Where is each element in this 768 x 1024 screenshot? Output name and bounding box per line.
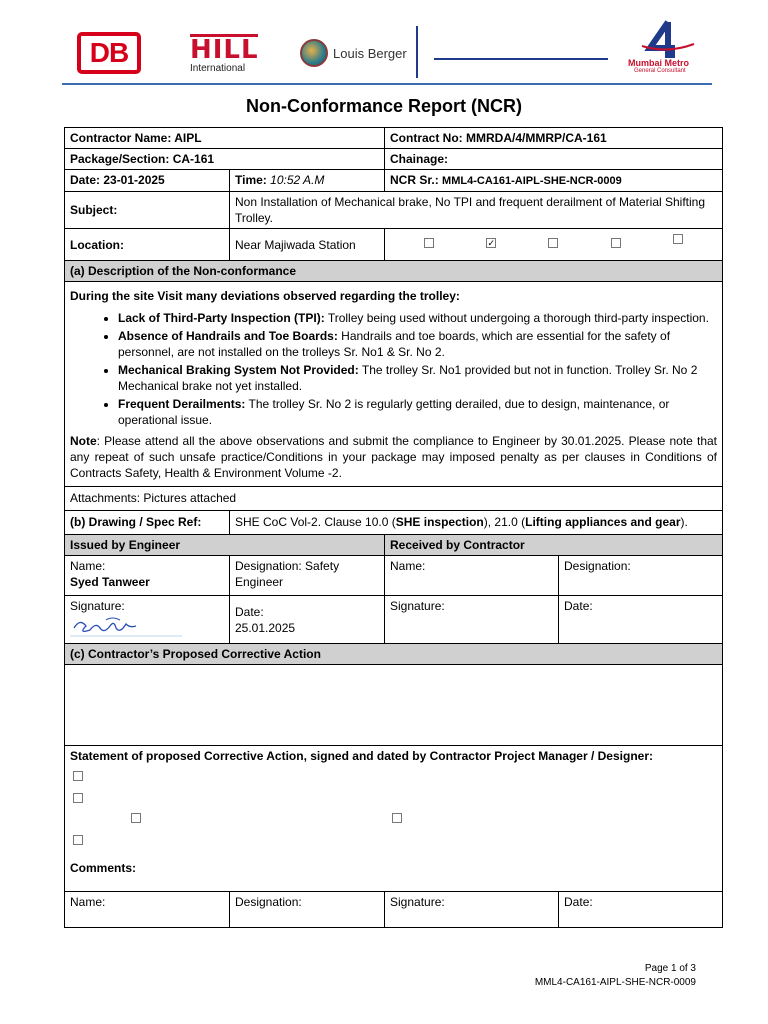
metro-4-icon <box>622 18 702 58</box>
ncr-serial <box>385 170 723 192</box>
report-time <box>230 170 385 192</box>
globe-icon <box>300 39 328 67</box>
comments-label: Comments: <box>70 860 137 875</box>
intro-text: During the site Visit many deviations observed regarding the trolley: <box>70 289 460 303</box>
hill-logo-word: HILL <box>190 35 259 65</box>
deviation-item: • Absence of Handrails and Toe Boards: Handrails and toe boards, which are essential for the safety of personnel, are not installed on the trolleys Sr. No1 & Sr. No 2. <box>118 328 717 361</box>
checkbox[interactable] <box>131 813 141 823</box>
checkbox[interactable] <box>73 835 83 845</box>
contractor-date-field[interactable]: Date: <box>559 891 723 927</box>
header-rule <box>62 83 712 85</box>
location-value: Near Majiwada Station <box>230 229 385 261</box>
checkbox[interactable] <box>424 238 434 248</box>
contractor-name: Contractor Name: AIPL <box>65 128 385 149</box>
checkbox[interactable] <box>611 238 621 248</box>
location-label: Location: <box>65 229 230 261</box>
header-line <box>434 58 608 60</box>
handwritten-signature <box>70 614 182 640</box>
receiver-designation: Designation: <box>559 555 723 595</box>
package-section: Package/Section: CA-161 <box>65 149 385 170</box>
issuer-signature: Signature: <box>65 595 230 643</box>
issuer-designation: Designation: Safety Engineer <box>230 555 385 595</box>
page-number: Page 1 of 3 <box>644 963 696 974</box>
ncr-label: NCR Sr.: <box>390 173 439 187</box>
drawing-spec-ref: SHE CoC Vol-2. Clause 10.0 (SHE inspection), 21.0 (Lifting appliances and gear). <box>230 510 723 534</box>
time-value: 10:52 A.M <box>270 173 325 187</box>
page-title: Non-Conformance Report (NCR) <box>246 96 522 116</box>
section-c-heading: (c) Contractor’s Proposed Corrective Action <box>65 643 723 664</box>
receiver-signature: Signature: <box>385 595 559 643</box>
statement-block <box>65 745 723 891</box>
note-label: Note <box>70 433 97 448</box>
receiver-date: Date: <box>559 595 723 643</box>
ncr-value: MML4-CA161-AIPL-SHE-NCR-0009 <box>442 175 622 187</box>
issued-by-heading: Issued by Engineer <box>65 534 385 555</box>
mumbai-metro-text: Mumbai Metro <box>628 58 690 68</box>
attachments: Attachments: Pictures attached <box>65 486 723 510</box>
document-number: MML4-CA161-AIPL-SHE-NCR-0009 <box>534 977 696 988</box>
time-label: Time: <box>235 173 267 187</box>
general-consultant-text: General Consultant <box>634 68 686 74</box>
page-footer <box>535 962 696 990</box>
checkbox-checked[interactable]: ✓ <box>487 238 496 248</box>
contract-no: Contract No: MMRDA/4/MMRP/CA-161 <box>385 128 723 149</box>
report-date: Date: 23-01-2025 <box>65 170 230 192</box>
corrective-action-box[interactable] <box>65 664 723 745</box>
mumbai-metro-logo <box>622 22 702 82</box>
chainage: Chainage: <box>385 149 723 170</box>
location-checkboxes <box>385 229 723 261</box>
hill-logo-sub: International <box>190 63 246 74</box>
deviation-item: • Lack of Third-Party Inspection (TPI): Trolley being used without undergoing a thorough third-party inspection. <box>118 310 717 327</box>
deviation-list <box>118 310 717 429</box>
checkbox[interactable] <box>73 793 83 803</box>
section-a-heading: (a) Description of the Non-conformance <box>65 261 723 282</box>
drawing-spec-label: (b) Drawing / Spec Ref: <box>65 510 230 534</box>
checkbox[interactable] <box>392 813 402 823</box>
louis-berger-logo <box>300 38 407 68</box>
header-divider <box>416 26 418 78</box>
issue-date: Date: 25.01.2025 <box>230 595 385 643</box>
deviation-item: • Mechanical Braking System Not Provided: The trolley Sr. No1 provided but not in function. Trolley Sr. No 2 Mechanical brake not yet installed. <box>118 362 717 395</box>
contractor-name-field[interactable]: Name: <box>65 891 230 927</box>
subject-value: Non Installation of Mechanical brake, No TPI and frequent derailment of Material Shifting Trolley. <box>230 192 723 229</box>
issuer-name: Name: Syed Tanweer <box>65 555 230 595</box>
db-logo: DB <box>77 32 141 74</box>
louis-berger-text: Louis Berger <box>333 45 407 61</box>
note-text <box>70 433 717 481</box>
receiver-name: Name: <box>385 555 559 595</box>
contractor-designation-field[interactable]: Designation: <box>230 891 385 927</box>
deviation-item: • Frequent Derailments: The trolley Sr. No 2 is regularly getting derailed, due to design, maintenance, or operational issue. <box>118 396 717 429</box>
checkbox[interactable] <box>673 234 683 244</box>
ncr-form <box>64 127 723 928</box>
checkbox[interactable] <box>73 771 83 781</box>
letterhead <box>62 22 712 84</box>
statement-text: Statement of proposed Corrective Action, signed and dated by Contractor Project Manager / Designer: <box>70 748 653 763</box>
received-by-heading: Received by Contractor <box>385 534 723 555</box>
subject-label: Subject: <box>65 192 230 229</box>
checkbox[interactable] <box>548 238 558 248</box>
hill-international-logo <box>190 34 258 74</box>
contractor-signature-field[interactable]: Signature: <box>385 891 559 927</box>
nonconformance-description <box>65 282 723 487</box>
note-body: : Please attend all the above observations and submit the compliance to Engineer by 30.01.2025. Please note that any repeat of such unsafe practice/Conditions in your package may imposed penalty as per clauses in Conditions of Contracts Safety, Health & Environment Volume -2. <box>70 433 718 480</box>
